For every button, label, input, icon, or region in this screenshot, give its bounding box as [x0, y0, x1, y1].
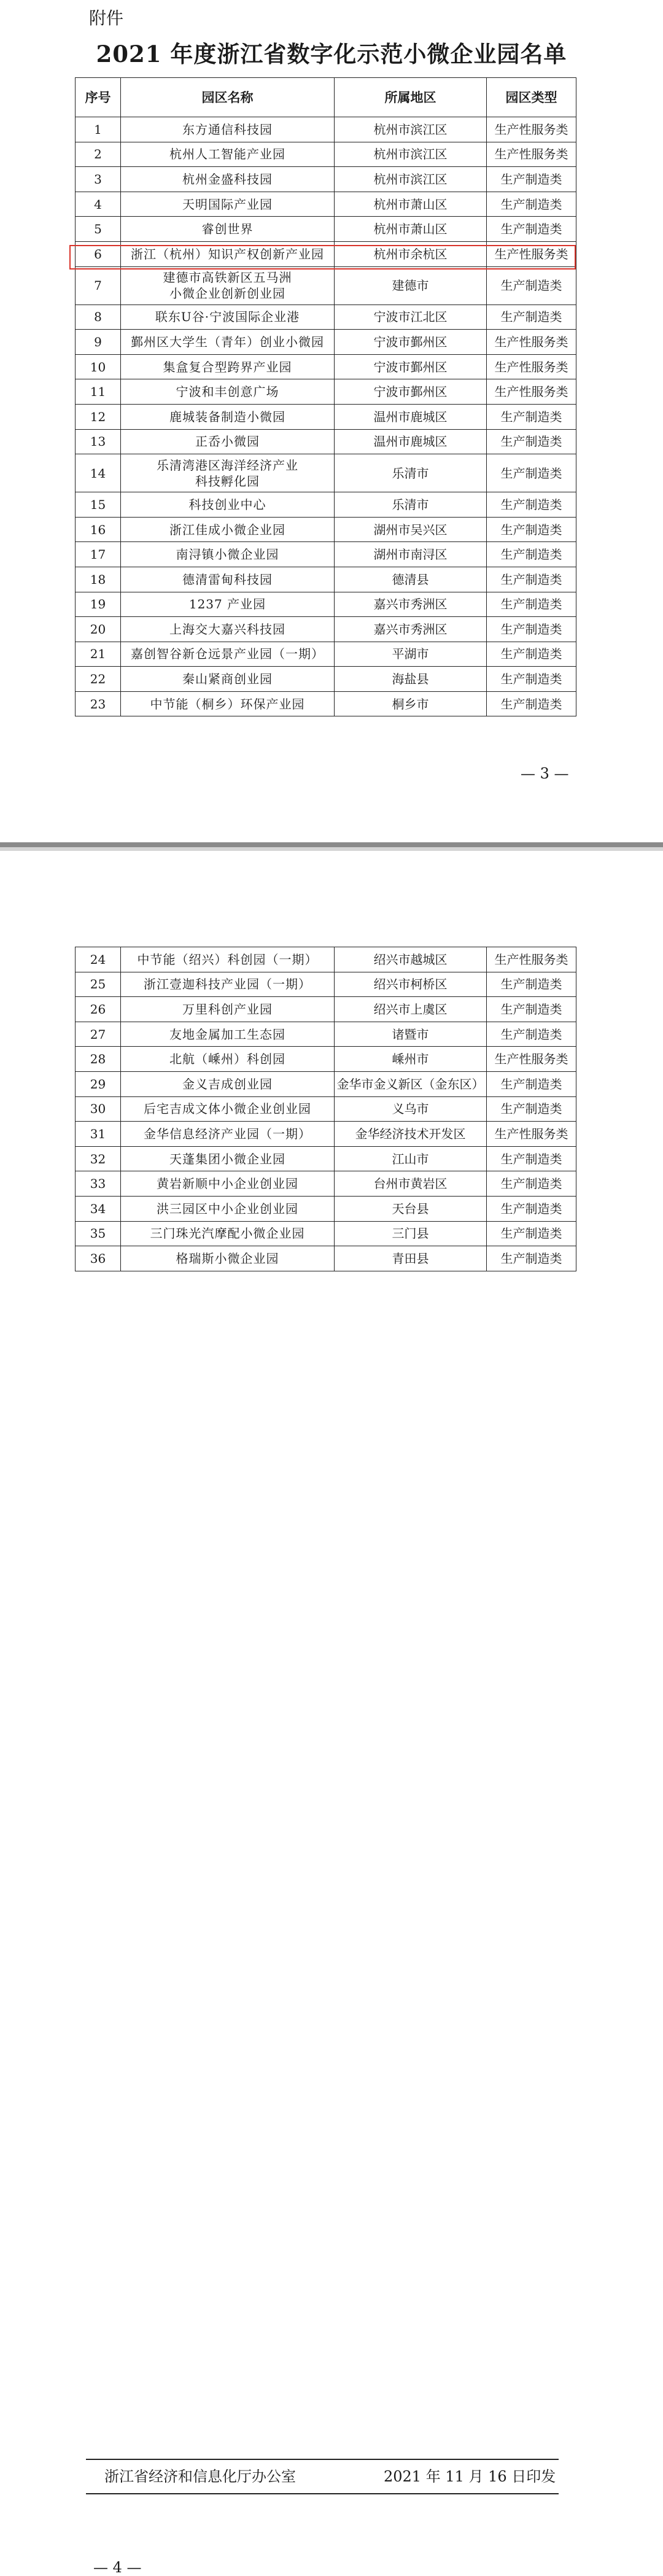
cell-park-type: 生产制造类 — [487, 454, 576, 492]
cell-serial-number: 6 — [76, 241, 121, 266]
cell-park-type: 生产性服务类 — [487, 947, 576, 972]
cell-park-type: 生产性服务类 — [487, 330, 576, 355]
cell-serial-number: 22 — [76, 667, 121, 692]
cell-region: 绍兴市柯桥区 — [335, 972, 487, 997]
cell-serial-number: 1 — [76, 117, 121, 142]
issue-date: 2021 年 11 月 16 日印发 — [384, 2468, 556, 2485]
header-serial-number: 序号 — [76, 78, 121, 117]
cell-region: 建德市 — [335, 266, 487, 305]
cell-park-name: 1237 产业园 — [121, 592, 335, 617]
cell-region: 乐清市 — [335, 454, 487, 492]
cell-serial-number: 12 — [76, 404, 121, 429]
cell-park-name: 洪三园区中小企业创业园 — [121, 1196, 335, 1221]
cell-park-type: 生产制造类 — [487, 305, 576, 330]
table-row — [76, 542, 576, 567]
cell-park-type: 生产制造类 — [487, 592, 576, 617]
cell-region: 湖州市南浔区 — [335, 542, 487, 567]
table-row — [76, 642, 576, 667]
cell-serial-number: 5 — [76, 217, 121, 242]
cell-serial-number: 10 — [76, 354, 121, 379]
cell-park-name: 金义吉成创业园 — [121, 1071, 335, 1096]
table-row — [76, 429, 576, 454]
cell-park-name: 正岙小微园 — [121, 429, 335, 454]
highlight-box-row-6 — [69, 245, 576, 270]
table-row — [76, 266, 576, 305]
cell-serial-number: 28 — [76, 1047, 121, 1072]
cell-region: 杭州市滨江区 — [335, 117, 487, 142]
cell-serial-number: 8 — [76, 305, 121, 330]
cell-region: 诸暨市 — [335, 1022, 487, 1047]
cell-serial-number: 30 — [76, 1096, 121, 1122]
cell-park-type: 生产制造类 — [487, 192, 576, 217]
table-row — [76, 192, 576, 217]
table-row — [76, 492, 576, 518]
cell-park-name: 睿创世界 — [121, 217, 335, 242]
cell-park-name: 杭州金盛科技园 — [121, 167, 335, 192]
cell-region: 杭州市萧山区 — [335, 217, 487, 242]
cell-region: 宁波市鄞州区 — [335, 354, 487, 379]
table-row — [76, 330, 576, 355]
cell-region: 平湖市 — [335, 642, 487, 667]
cell-park-type: 生产性服务类 — [487, 354, 576, 379]
cell-serial-number: 14 — [76, 454, 121, 492]
cell-park-type: 生产制造类 — [487, 492, 576, 518]
cell-park-type: 生产制造类 — [487, 517, 576, 542]
cell-park-name: 友地金属加工生态园 — [121, 1022, 335, 1047]
cell-park-type: 生产制造类 — [487, 1171, 576, 1197]
cell-park-type: 生产制造类 — [487, 567, 576, 592]
cell-park-name: 中节能（绍兴）科创园（一期） — [121, 947, 335, 972]
cell-serial-number: 16 — [76, 517, 121, 542]
cell-park-name — [121, 454, 335, 492]
cell-region: 金华市金义新区（金东区） — [335, 1071, 487, 1096]
cell-serial-number: 35 — [76, 1221, 121, 1246]
park-name-line-1: 建德市高铁新区五马洲 — [163, 270, 292, 285]
table-row — [76, 1171, 576, 1197]
table-body-part2 — [76, 947, 576, 1271]
cell-park-name: 联东U谷·宁波国际企业港 — [121, 305, 335, 330]
cell-park-name: 浙江（杭州）知识产权创新产业园 — [121, 241, 335, 266]
table-row — [76, 404, 576, 429]
cell-park-type: 生产制造类 — [487, 1022, 576, 1047]
header-park-type: 园区类型 — [487, 78, 576, 117]
cell-region: 江山市 — [335, 1146, 487, 1171]
cell-park-type: 生产制造类 — [487, 972, 576, 997]
cell-park-type: 生产制造类 — [487, 167, 576, 192]
cell-park-type: 生产制造类 — [487, 217, 576, 242]
cell-park-type: 生产性服务类 — [487, 1047, 576, 1072]
page-separator — [0, 842, 663, 847]
cell-park-name: 鹿城装备制造小微园 — [121, 404, 335, 429]
cell-serial-number: 18 — [76, 567, 121, 592]
cell-region: 金华经济技术开发区 — [335, 1122, 487, 1147]
cell-serial-number: 3 — [76, 167, 121, 192]
cell-park-name: 天蓬集团小微企业园 — [121, 1146, 335, 1171]
cell-park-name: 浙江壹迦科技产业园（一期） — [121, 972, 335, 997]
cell-park-name: 杭州人工智能产业园 — [121, 142, 335, 167]
cell-region: 宁波市鄞州区 — [335, 330, 487, 355]
cell-park-name: 中节能（桐乡）环保产业园 — [121, 691, 335, 716]
cell-region: 杭州市萧山区 — [335, 192, 487, 217]
cell-region: 乐清市 — [335, 492, 487, 518]
cell-region: 杭州市滨江区 — [335, 167, 487, 192]
table-row — [76, 1047, 576, 1072]
park-name-line-2: 小微企业创新创业园 — [169, 286, 285, 301]
cell-park-name: 浙江佳成小微企业园 — [121, 517, 335, 542]
cell-park-type: 生产制造类 — [487, 1246, 576, 1271]
cell-serial-number: 21 — [76, 642, 121, 667]
footer-rule-bottom — [86, 2493, 559, 2494]
cell-region: 温州市鹿城区 — [335, 429, 487, 454]
park-name-line-1: 乐清湾港区海洋经济产业 — [157, 457, 298, 473]
cell-serial-number: 24 — [76, 947, 121, 972]
cell-serial-number: 29 — [76, 1071, 121, 1096]
cell-park-name: 鄞州区大学生（青年）创业小微园 — [121, 330, 335, 355]
header-park-name: 园区名称 — [121, 78, 335, 117]
cell-region: 海盐县 — [335, 667, 487, 692]
cell-park-name: 格瑞斯小微企业园 — [121, 1246, 335, 1271]
cell-park-type: 生产性服务类 — [487, 1122, 576, 1147]
cell-serial-number: 34 — [76, 1196, 121, 1221]
issuing-office: 浙江省经济和信息化厅办公室 — [104, 2468, 296, 2485]
cell-region: 绍兴市越城区 — [335, 947, 487, 972]
table-row — [76, 1022, 576, 1047]
cell-serial-number: 7 — [76, 266, 121, 305]
cell-park-name: 金华信息经济产业园（一期） — [121, 1122, 335, 1147]
cell-serial-number: 20 — [76, 617, 121, 642]
cell-park-name: 北航（嵊州）科创园 — [121, 1047, 335, 1072]
cell-serial-number: 33 — [76, 1171, 121, 1197]
cell-region: 嵊州市 — [335, 1047, 487, 1072]
park-list-table-part2 — [75, 947, 576, 1271]
cell-park-name: 东方通信科技园 — [121, 117, 335, 142]
table-row — [76, 1196, 576, 1221]
cell-park-type: 生产制造类 — [487, 429, 576, 454]
cell-serial-number: 19 — [76, 592, 121, 617]
cell-park-type: 生产性服务类 — [487, 241, 576, 266]
table-row — [76, 972, 576, 997]
cell-region: 桐乡市 — [335, 691, 487, 716]
cell-park-type: 生产制造类 — [487, 1146, 576, 1171]
cell-region: 嘉兴市秀洲区 — [335, 592, 487, 617]
table-row — [76, 1246, 576, 1271]
table-row — [76, 567, 576, 592]
table-row — [76, 379, 576, 405]
cell-park-name: 南浔镇小微企业园 — [121, 542, 335, 567]
table-row — [76, 354, 576, 379]
cell-serial-number: 13 — [76, 429, 121, 454]
table-body-part1 — [76, 117, 576, 716]
cell-serial-number: 31 — [76, 1122, 121, 1147]
footer-rule-top — [86, 2459, 559, 2460]
cell-region: 德清县 — [335, 567, 487, 592]
cell-region: 绍兴市上虞区 — [335, 997, 487, 1022]
cell-serial-number: 27 — [76, 1022, 121, 1047]
cell-serial-number: 2 — [76, 142, 121, 167]
table-row — [76, 1096, 576, 1122]
cell-park-name: 德清雷甸科技园 — [121, 567, 335, 592]
table-row — [76, 947, 576, 972]
table-row — [76, 454, 576, 492]
table-row — [76, 305, 576, 330]
cell-serial-number: 11 — [76, 379, 121, 405]
cell-park-type: 生产制造类 — [487, 404, 576, 429]
table-row — [76, 592, 576, 617]
cell-park-type: 生产制造类 — [487, 1071, 576, 1096]
cell-region: 宁波市鄞州区 — [335, 379, 487, 405]
cell-park-name: 嘉创智谷新仓远景产业园（一期） — [121, 642, 335, 667]
cell-serial-number: 9 — [76, 330, 121, 355]
cell-serial-number: 4 — [76, 192, 121, 217]
table-row — [76, 997, 576, 1022]
cell-region: 义乌市 — [335, 1096, 487, 1122]
cell-park-name: 集盒复合型跨界产业园 — [121, 354, 335, 379]
cell-serial-number: 36 — [76, 1246, 121, 1271]
cell-region: 温州市鹿城区 — [335, 404, 487, 429]
cell-serial-number: 17 — [76, 542, 121, 567]
cell-serial-number: 25 — [76, 972, 121, 997]
header-region: 所属地区 — [335, 78, 487, 117]
document-page-top — [0, 0, 663, 842]
cell-park-name: 科技创业中心 — [121, 492, 335, 518]
cell-park-type: 生产性服务类 — [487, 379, 576, 405]
cell-park-name: 黄岩新顺中小企业创业园 — [121, 1171, 335, 1197]
document-title: 2021 年度浙江省数字化示范小微企业园名单 — [96, 41, 567, 68]
table-row — [76, 691, 576, 716]
table-row — [76, 667, 576, 692]
cell-park-type: 生产性服务类 — [487, 117, 576, 142]
cell-region: 宁波市江北区 — [335, 305, 487, 330]
cell-park-name: 上海交大嘉兴科技园 — [121, 617, 335, 642]
cell-region: 青田县 — [335, 1246, 487, 1271]
attachment-label: 附件 — [89, 8, 124, 28]
cell-park-name: 三门珠光汽摩配小微企业园 — [121, 1221, 335, 1246]
cell-park-name: 后宅吉成文体小微企业创业园 — [121, 1096, 335, 1122]
table-row — [76, 167, 576, 192]
cell-park-type: 生产制造类 — [487, 1196, 576, 1221]
table-row — [76, 142, 576, 167]
table-row — [76, 217, 576, 242]
cell-park-type: 生产制造类 — [487, 642, 576, 667]
cell-park-type: 生产性服务类 — [487, 142, 576, 167]
cell-region: 嘉兴市秀洲区 — [335, 617, 487, 642]
park-list-table-part1 — [75, 77, 576, 716]
table-row — [76, 617, 576, 642]
cell-serial-number: 26 — [76, 997, 121, 1022]
cell-park-type: 生产制造类 — [487, 542, 576, 567]
park-name-line-2: 科技孵化园 — [195, 473, 260, 489]
table-row — [76, 1146, 576, 1171]
page-number-3: — 3 — — [521, 765, 569, 782]
cell-region: 三门县 — [335, 1221, 487, 1246]
cell-park-type: 生产制造类 — [487, 691, 576, 716]
cell-region: 台州市黄岩区 — [335, 1171, 487, 1197]
cell-park-name: 宁波和丰创意广场 — [121, 379, 335, 405]
cell-park-type: 生产制造类 — [487, 1096, 576, 1122]
table-row — [76, 1122, 576, 1147]
cell-park-type: 生产制造类 — [487, 997, 576, 1022]
cell-park-type: 生产制造类 — [487, 1221, 576, 1246]
cell-park-name — [121, 266, 335, 305]
cell-serial-number: 32 — [76, 1146, 121, 1171]
cell-region: 杭州市滨江区 — [335, 142, 487, 167]
cell-serial-number: 15 — [76, 492, 121, 518]
cell-park-name: 秦山紧商创业园 — [121, 667, 335, 692]
cell-park-type: 生产制造类 — [487, 617, 576, 642]
cell-region: 湖州市吴兴区 — [335, 517, 487, 542]
table-row — [76, 117, 576, 142]
cell-region: 杭州市余杭区 — [335, 241, 487, 266]
cell-region: 天台县 — [335, 1196, 487, 1221]
cell-park-name: 万里科创产业园 — [121, 997, 335, 1022]
cell-park-type: 生产制造类 — [487, 667, 576, 692]
table-row — [76, 1071, 576, 1096]
table-row — [76, 517, 576, 542]
table-row — [76, 1221, 576, 1246]
cell-serial-number: 23 — [76, 691, 121, 716]
cell-park-name: 天明国际产业园 — [121, 192, 335, 217]
page-number-4: — 4 — — [93, 2559, 142, 2576]
table-header-row — [76, 78, 576, 117]
cell-park-type: 生产制造类 — [487, 266, 576, 305]
